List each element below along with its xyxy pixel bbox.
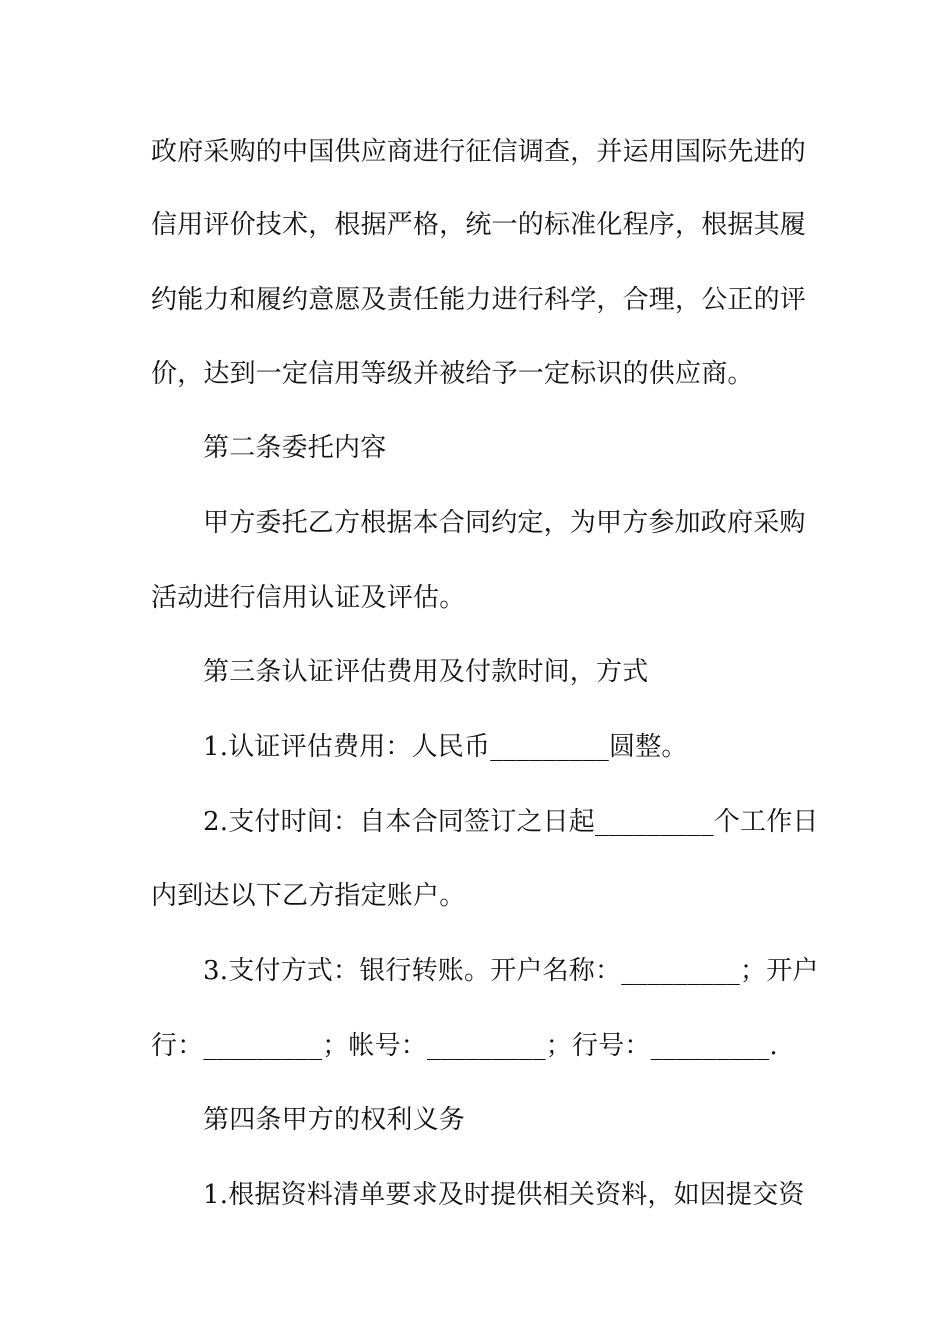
paragraph-line: 甲方委托乙方根据本合同约定，为甲方参加政府采购: [203, 508, 806, 538]
paragraph-line: 约能力和履约意愿及责任能力进行科学，合理，公正的评: [151, 285, 807, 315]
section-heading: 第二条委托内容: [203, 433, 387, 463]
section-heading: 第三条认证评估费用及付款时间，方式: [203, 657, 649, 687]
paragraph-line: 信用评价技术，根据严格，统一的标准化程序，根据其履: [151, 210, 807, 240]
paragraph-line: 行：_________；帐号：_________；行号：_________.: [151, 1031, 778, 1061]
paragraph-line: 活动进行信用认证及评估。: [151, 583, 466, 613]
list-item: 3.支付方式：银行转账。开户名称：_________；开户: [203, 956, 819, 986]
paragraph-line: 政府采购的中国供应商进行征信调查，并运用国际先进的: [151, 137, 807, 167]
list-item: 2.支付时间：自本合同签订之日起_________个工作日: [203, 807, 819, 837]
paragraph-line: 内到达以下乙方指定账户。: [151, 881, 466, 911]
list-item: 1.认证评估费用：人民币_________圆整。: [203, 732, 688, 762]
section-heading: 第四条甲方的权利义务: [203, 1105, 466, 1135]
paragraph-line: 价，达到一定信用等级并被给予一定标识的供应商。: [151, 359, 754, 389]
list-item: 1.根据资料清单要求及时提供相关资料，如因提交资: [203, 1180, 805, 1210]
